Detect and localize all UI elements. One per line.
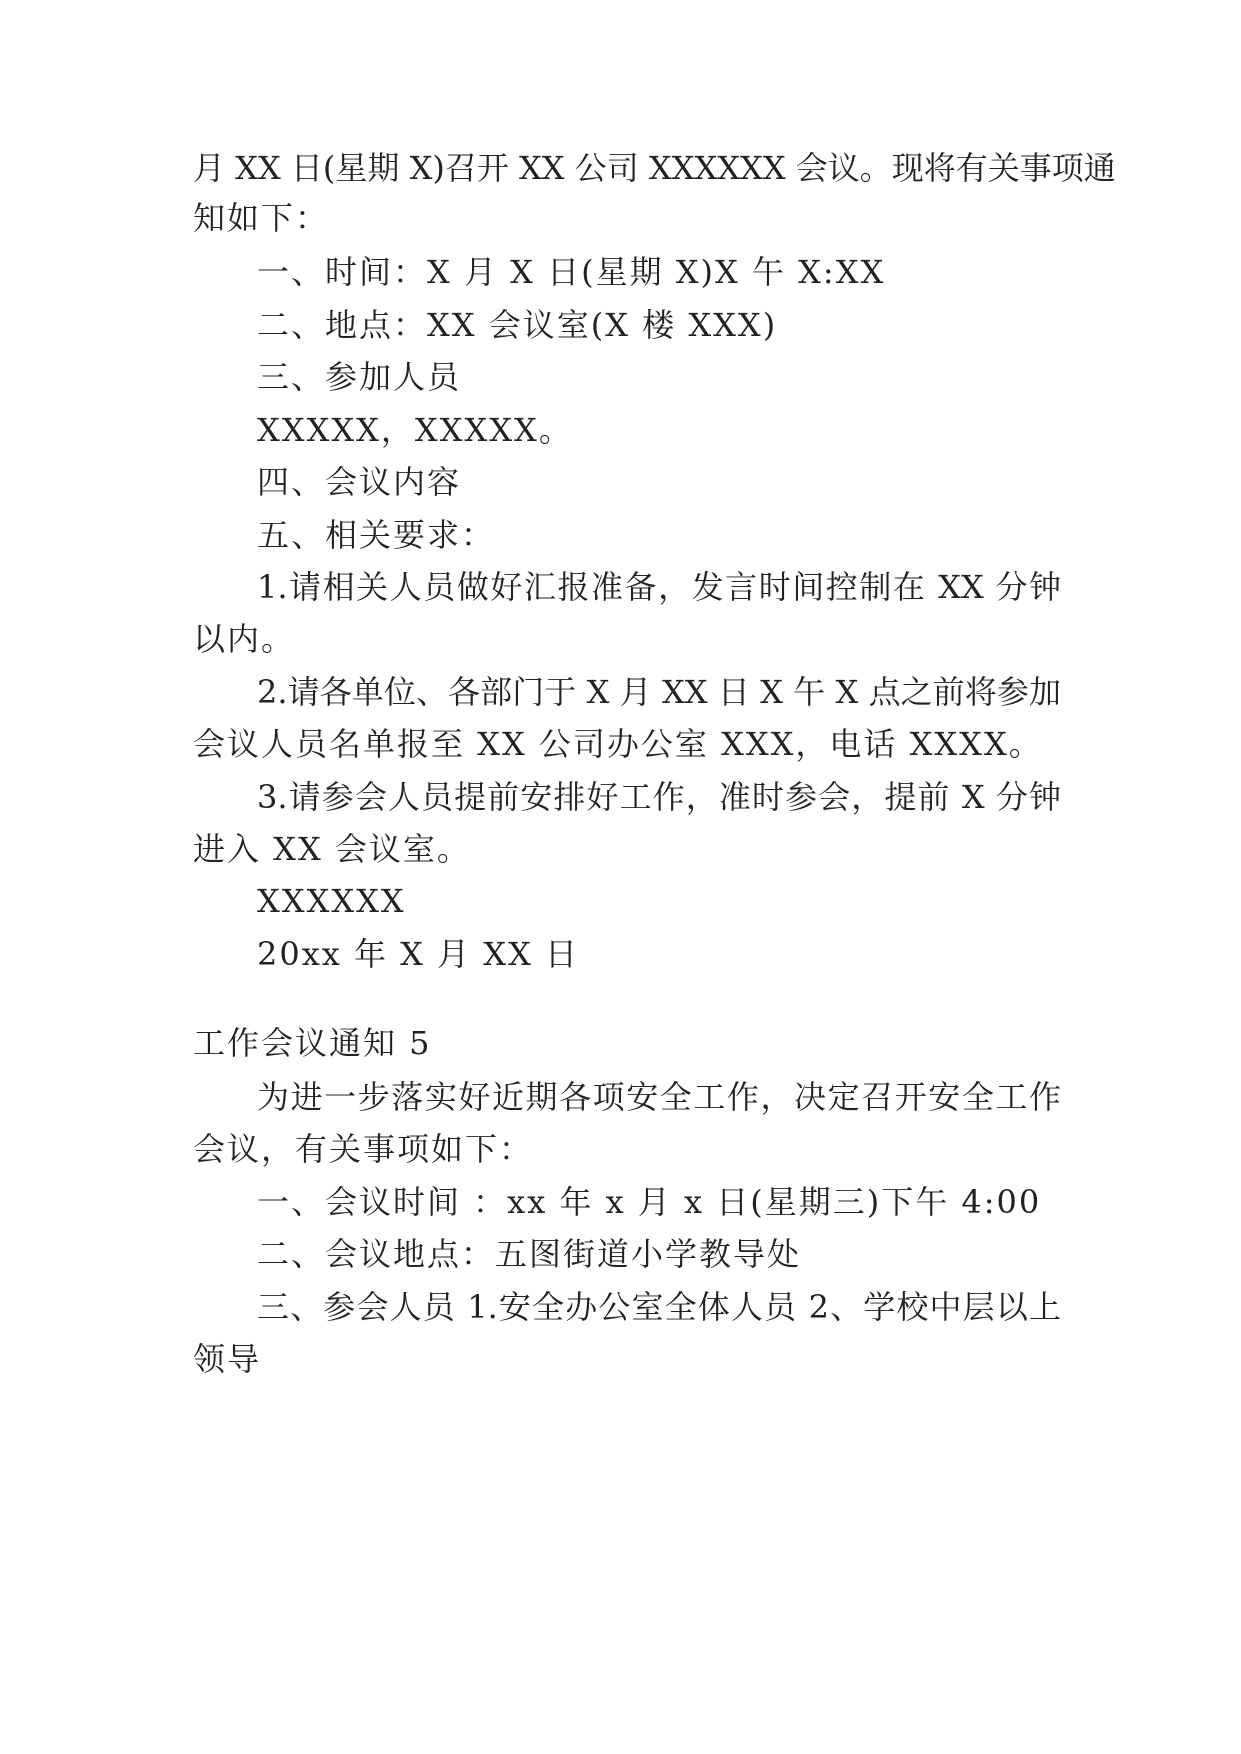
list-item-place: 二、地点：XX 会议室(X 楼 XXX) <box>257 306 778 344</box>
requirement-1-line: 1.请相关人员做好汇报准备，发言时间控制在 XX 分钟 <box>257 568 1061 606</box>
meeting-place: 二、会议地点：五图街道小学教导处 <box>257 1235 802 1273</box>
section-title: 工作会议通知 5 <box>193 1024 432 1062</box>
attendee-list: XXXXX，XXXXX。 <box>257 411 573 449</box>
requirement-2-line: 会议人员名单报至 XX 公司办公室 XXX，电话 XXXX。 <box>193 725 1043 763</box>
date-line: 20xx 年 X 月 XX 日 <box>257 935 580 973</box>
requirement-2-line: 2.请各单位、各部门于 X 月 XX 日 X 午 X 点之前将参加 <box>257 673 1061 711</box>
requirement-3-line: 进入 XX 会议室。 <box>193 830 471 868</box>
list-item-requirements: 五、相关要求： <box>257 516 496 554</box>
list-item-time: 一、时间：X 月 X 日(星期 X)X 午 X:XX <box>257 253 886 291</box>
signer: XXXXXX <box>257 882 406 920</box>
intro-line: 会议，有关事项如下： <box>193 1130 534 1168</box>
requirement-1-line: 以内。 <box>193 620 296 658</box>
requirement-3-line: 3.请参会人员提前安排好工作，准时参会，提前 X 分钟 <box>257 778 1061 816</box>
meeting-attendees-line: 领导 <box>193 1340 262 1378</box>
paragraph-line: 月 XX 日(星期 X)召开 XX 公司 XXXXXX 会议。现将有关事项通 <box>193 149 1116 187</box>
paragraph-line: 知如下： <box>193 199 330 237</box>
list-item-attendees: 三、参加人员 <box>257 358 462 396</box>
meeting-attendees-line: 三、参会人员 1.安全办公室全体人员 2、学校中层以上 <box>257 1288 1061 1326</box>
list-item-content: 四、会议内容 <box>257 463 462 501</box>
meeting-time: 一、会议时间 ：xx 年 x 月 x 日(星期三)下午 4:00 <box>257 1183 1042 1221</box>
intro-line: 为进一步落实好近期各项安全工作，决定召开安全工作 <box>257 1078 1061 1116</box>
